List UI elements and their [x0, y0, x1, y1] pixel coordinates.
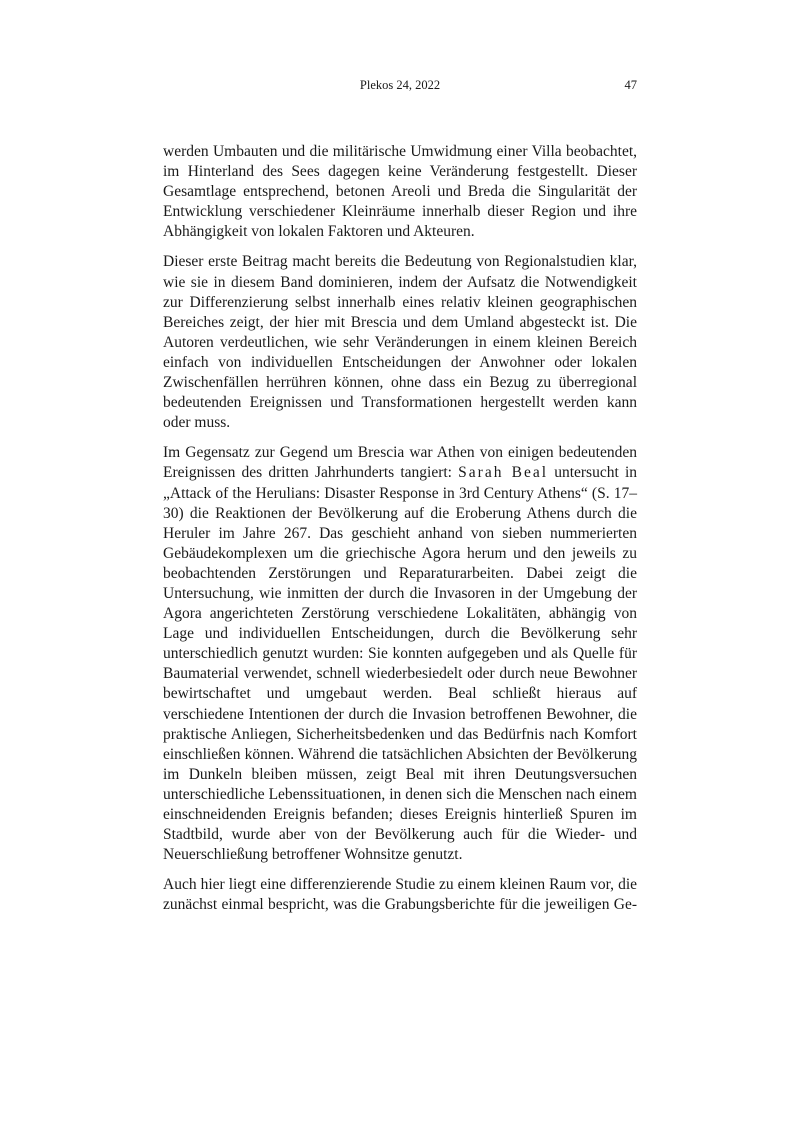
page-number: 47	[624, 78, 637, 92]
paragraph-4: Auch hier liegt eine differenzierende Studie zu einem kleinen Raum vor, die zunächst einmal bespricht, was die Grabungsberichte für die jeweiligen Ge-	[163, 876, 637, 914]
body-text	[163, 142, 637, 925]
paragraph-3-intro: Im Gegensatz zur Gegend um Brescia war Athen von einigen bedeutenden Ereignissen des dritten Jahrhunderts tangiert:	[163, 444, 637, 482]
paragraph-3	[163, 443, 637, 865]
author-name: Sarah Beal	[458, 464, 549, 482]
journal-title: Plekos 24, 2022	[359, 78, 441, 92]
running-header	[163, 75, 637, 95]
paragraph-2: Dieser erste Beitrag macht bereits die Bedeutung von Regionalstudien klar, wie sie in diesem Band dominieren, indem der Aufsatz die Notwendigkeit zur Differenzierung selbst innerhalb eines relativ kleinen geographischen Bereiches zeigt, der hier mit Brescia und dem Umland abgesteckt ist. Die Autoren verdeutlichen, wie sehr Veränderungen in einem kleinen Bereich einfach von individuellen Entscheidungen der Anwohner oder lokalen Zwischenfällen herrühren können, ohne dass ein Bezug zu überregional bedeutenden Ereignissen und Transformationen hergestellt werden kann oder muss.	[163, 253, 637, 432]
paragraph-1: werden Umbauten und die militärische Umwidmung einer Villa beobachtet, im Hinterland des Sees dagegen keine Veränderung festgestellt. Dieser Gesamtlage entsprechend, betonen Areoli und Breda die Singularität der Entwicklung verschiedener Kleinräume innerhalb dieser Region und ihre Abhängigkeit von lokalen Faktoren und Akteuren.	[163, 143, 637, 241]
paragraph-3-rest: untersucht in „Attack of the Herulians: Disaster Response in 3rd Century Athens“ (S. 17–30) die Reaktionen der Bevölkerung auf die Eroberung Athens durch die Heruler im Jahre 267. Das geschieht anhand von sieben nummerierten Gebäudekomplexen um die griechische Agora herum und den jeweils zu beobachtenden Zerstörungen und Reparaturarbeiten. Dabei zeigt die Untersuchung, wie inmitten der durch die Invasoren in der Umgebung der Agora angerichteten Zerstörung verschiedene Lokalitäten, abhängig von Lage und individuellen Entscheidungen, durch die Bevölkerung sehr unterschiedlich genutzt wurden: Sie konnten aufgegeben und als Quelle für Baumaterial verwendet, schnell wiederbesiedelt oder durch neue Bewohner bewirtschaftet und umgebaut werden. Beal schließt hieraus auf verschiedene Intentionen der durch die Invasion betroffenen Bewohner, die praktische Anliegen, Sicherheitsbedenken und das Bedürfnis nach Komfort einschließen können. Während die tatsächlichen Absichten der Bevölkerung im Dunkeln bleiben müssen, zeigt Beal mit ihren Deutungsversuchen unterschiedliche Lebenssituationen, in denen sich die Menschen nach einem einschneidenden Ereignis befanden; dieses Ereignis hinterließ Spuren im Stadtbild, wurde aber von der Bevölkerung auch für die Wieder- und Neuerschließung betroffener Wohnsitze genutzt.	[163, 464, 637, 864]
